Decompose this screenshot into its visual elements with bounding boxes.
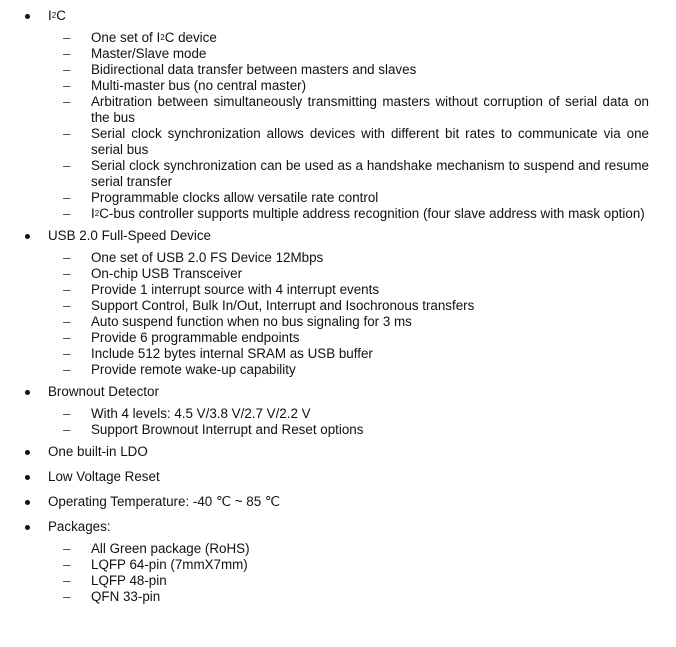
list-item: – LQFP 64-pin (7mmX7mm): [63, 557, 248, 572]
dash-marker: –: [63, 266, 71, 281]
bullet-dot: [25, 475, 30, 480]
bullet-dot: [25, 234, 30, 239]
list-item: – One set of $I^2C$ device: [63, 30, 217, 45]
dash-marker: –: [63, 406, 71, 421]
dash-marker: –: [63, 589, 71, 604]
section-title: USB 2.0 Full-Speed Device: [48, 228, 211, 243]
bullet-row: [0, 468, 676, 486]
section-low-voltage-reset: [0, 468, 676, 486]
bullet-dot: [25, 525, 30, 530]
section-operating-temperature: [0, 493, 676, 511]
bullet-row: [0, 443, 676, 461]
sub-list: [0, 250, 676, 378]
list-item: – Serial clock synchronization can be used as a handshake mechanism to suspend and resume serial transfer: [63, 158, 649, 189]
dash-marker: –: [63, 362, 71, 377]
dash-marker: –: [63, 314, 71, 329]
list-item: – Auto suspend function when no bus signaling for 3 ms: [63, 314, 412, 329]
dash-marker: –: [63, 282, 71, 297]
dash-marker: –: [63, 541, 71, 556]
sub-list: [0, 406, 676, 438]
section-title: Packages:: [48, 519, 111, 534]
dash-marker: –: [63, 206, 71, 221]
feature-list: [0, 7, 676, 610]
list-item: – Arbitration between simultaneously transmitting masters without corruption of serial data on the bus: [63, 94, 649, 125]
list-item: – Support Control, Bulk In/Out, Interrupt and Isochronous transfers: [63, 298, 475, 313]
bullet-dot: [25, 390, 30, 395]
list-item: – All Green package (RoHS): [63, 541, 250, 556]
list-item: – Provide 1 interrupt source with 4 interrupt events: [63, 282, 380, 297]
sub-list: [0, 30, 676, 222]
bullet-row: [0, 227, 676, 245]
list-item: – $I^2C$-bus controller supports multiple address recognition (four slave address with mask option): [63, 206, 645, 221]
sub-list: [0, 541, 676, 605]
list-item: – One set of USB 2.0 FS Device 12Mbps: [63, 250, 324, 265]
list-item: – LQFP 48-pin: [63, 573, 167, 588]
bullet-row: [0, 383, 676, 401]
list-item: – Master/Slave mode: [63, 46, 207, 61]
dash-marker: –: [63, 78, 71, 93]
dash-marker: –: [63, 126, 71, 141]
list-item: – On-chip USB Transceiver: [63, 266, 243, 281]
dash-marker: –: [63, 346, 71, 361]
list-item: – With 4 levels: 4.5 V/3.8 V/2.7 V/2.2 V: [63, 406, 311, 421]
dash-marker: –: [63, 573, 71, 588]
dash-marker: –: [63, 30, 71, 45]
list-item: – Provide 6 programmable endpoints: [63, 330, 300, 345]
list-item: – Serial clock synchronization allows devices with different bit rates to communicate via one serial bus: [63, 126, 649, 157]
section-title: $I^2C$: [48, 8, 66, 23]
dash-marker: –: [63, 298, 71, 313]
list-item: – Provide remote wake-up capability: [63, 362, 296, 377]
section-brownout: [0, 383, 676, 438]
dash-marker: –: [63, 158, 71, 173]
dash-marker: –: [63, 422, 71, 437]
bullet-dot: [25, 450, 30, 455]
dash-marker: –: [63, 250, 71, 265]
list-item: – Include 512 bytes internal SRAM as USB buffer: [63, 346, 373, 361]
bullet-dot: [25, 14, 30, 19]
bullet-dot: [25, 500, 30, 505]
section-title: Operating Temperature: -40 ℃ ~ 85 ℃: [48, 494, 280, 509]
dash-marker: –: [63, 557, 71, 572]
bullet-row: [0, 7, 676, 25]
list-item: – QFN 33-pin: [63, 589, 161, 604]
bullet-row: [0, 493, 676, 511]
dash-marker: –: [63, 46, 71, 61]
section-usb: [0, 227, 676, 378]
list-item: – Bidirectional data transfer between masters and slaves: [63, 62, 417, 77]
list-item: – Multi-master bus (no central master): [63, 78, 307, 93]
section-ldo: [0, 443, 676, 461]
dash-marker: –: [63, 94, 71, 109]
list-item: – Support Brownout Interrupt and Reset options: [63, 422, 364, 437]
section-title: Brownout Detector: [48, 384, 159, 399]
list-item: – Programmable clocks allow versatile rate control: [63, 190, 379, 205]
section-title: One built-in LDO: [48, 444, 148, 459]
section-packages: [0, 518, 676, 605]
dash-marker: –: [63, 62, 71, 77]
dash-marker: –: [63, 330, 71, 345]
section-title: Low Voltage Reset: [48, 469, 160, 484]
bullet-row: [0, 518, 676, 536]
section-i2c: [0, 7, 676, 222]
dash-marker: –: [63, 190, 71, 205]
